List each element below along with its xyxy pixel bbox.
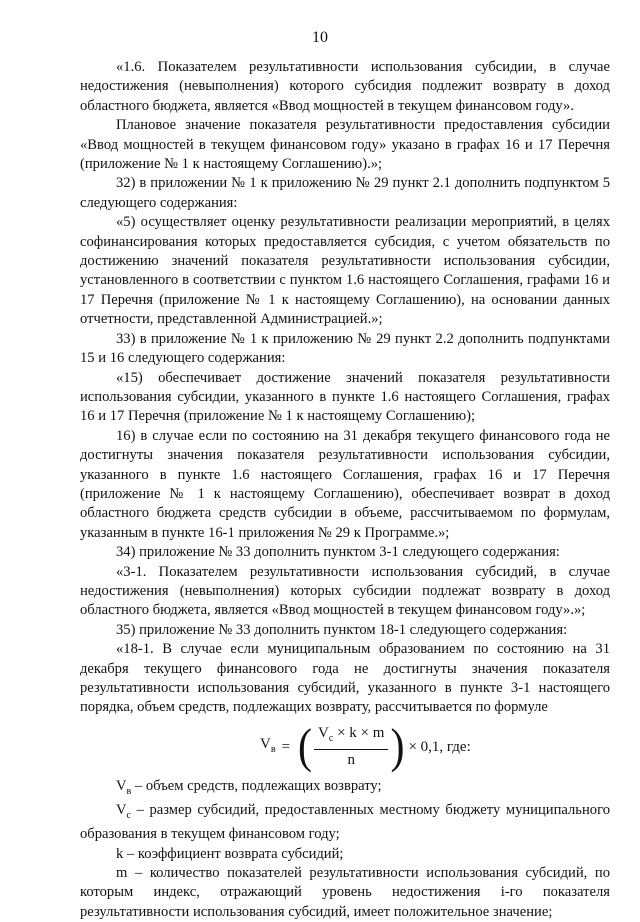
left-paren: (: [298, 720, 313, 774]
paragraph: 32) в приложении № 1 к приложению № 29 пункт 2.1 дополнить подпунктом 5 следующего содержания:: [80, 175, 610, 211]
paragraph: «15) обеспечивает достижение значений показателя результативности использования субсидии, указанного в пункте 1.6 настоящего Соглашения, графах 16 и 17 Перечня (приложение № 1 к настоящему Соглашению);: [80, 369, 610, 425]
paragraph: Плановое значение показателя результативности предоставления субсидии «Ввод мощностей в текущем финансовом году» указано в графах 16 и 17 Перечня (приложение № 1 к настоящему Соглашению).»;: [80, 117, 610, 173]
paragraph: 35) приложение № 33 дополнить пунктом 18-1 следующего содержания:: [116, 621, 568, 638]
formula-fraction: [314, 724, 388, 771]
return-formula: [260, 720, 610, 774]
formula-denominator: n: [347, 752, 355, 769]
paragraph: «3-1. Показателем результативности использования субсидий, в случае недостижения (невыполнения) которых субсидии подлежат возврату в доход областного бюджета, является «Ввод мощностей в текущем финансовом году».»;: [80, 563, 610, 619]
document-body: [80, 58, 610, 922]
definition: k – коэффициент возврата субсидий;: [116, 845, 344, 862]
definition: $V_с$ – размер субсидий, предоставленных местному бюджету муниципального образования в текущем финансовом году;: [80, 801, 610, 843]
paragraph: «5) осуществляет оценку результативности реализации мероприятий, в целях софинансирования которых предоставляется субсидия, с учетом обязательств по достижению значений показателя результативности использования субсидии, установленного в соответствии с пунктом 1.6 настоящего Соглашения, графами 16 и 17 Перечня (приложение № 1 к настоящему Соглашению), на основании данных отчетности, представленной Администрацией.»;: [80, 214, 610, 328]
formula-lhs: $V_в$: [260, 736, 276, 756]
definition: $V_в$ – объем средств, подлежащих возврату;: [116, 777, 382, 797]
right-paren: ): [390, 720, 405, 774]
paragraph: 33) в приложение № 1 к приложению № 29 пункт 2.2 дополнить подпунктами 15 и 16 следующего содержания:: [80, 330, 610, 367]
page-number: 10: [312, 29, 328, 46]
definition: m – количество показателей результативности использования субсидий, по которым индекс, отражающий уровень недостижения i-го показателя результативности использования субсидий, имеет положительное значение;: [80, 865, 610, 920]
paragraph: «18-1. В случае если муниципальным образованием по состоянию на 31 декабря текущего финансового года не достигнуты значения показателя результативности использования субсидий, указанного в пункте 3-1 настоящего порядка, объем средств, подлежащих возврату, рассчитывается по формуле: [80, 641, 610, 716]
formula-tail: × 0,1, где:: [408, 738, 471, 755]
formula-numerator: $V_с \times k \times m$: [314, 724, 388, 750]
paragraph: 34) приложение № 33 дополнить пунктом 3-1 следующего содержания:: [116, 544, 560, 561]
paragraph: 16) в случае если по состоянию на 31 декабря текущего финансового года не достигнуты значения показателя результативности использования субсидии, указанного в пункте 1.6 настоящего Соглашения, графах 16 и 17 Перечня (приложение № 1 к настоящему Соглашению), обеспечивает возврат в доход областного бюджета средств субсидии в объеме, рассчитываемом по формулам, указанным в пункте 16-1 приложения № 29 к Программе.»;: [80, 427, 610, 541]
paragraph: «1.6. Показателем результативности использования субсидии, в случае недостижения (невыполнения) которого субсидия подлежит возврату в доход областного бюджета, является «Ввод мощностей в текущем финансовом году».: [80, 59, 610, 114]
formula-equals: =: [281, 738, 291, 755]
